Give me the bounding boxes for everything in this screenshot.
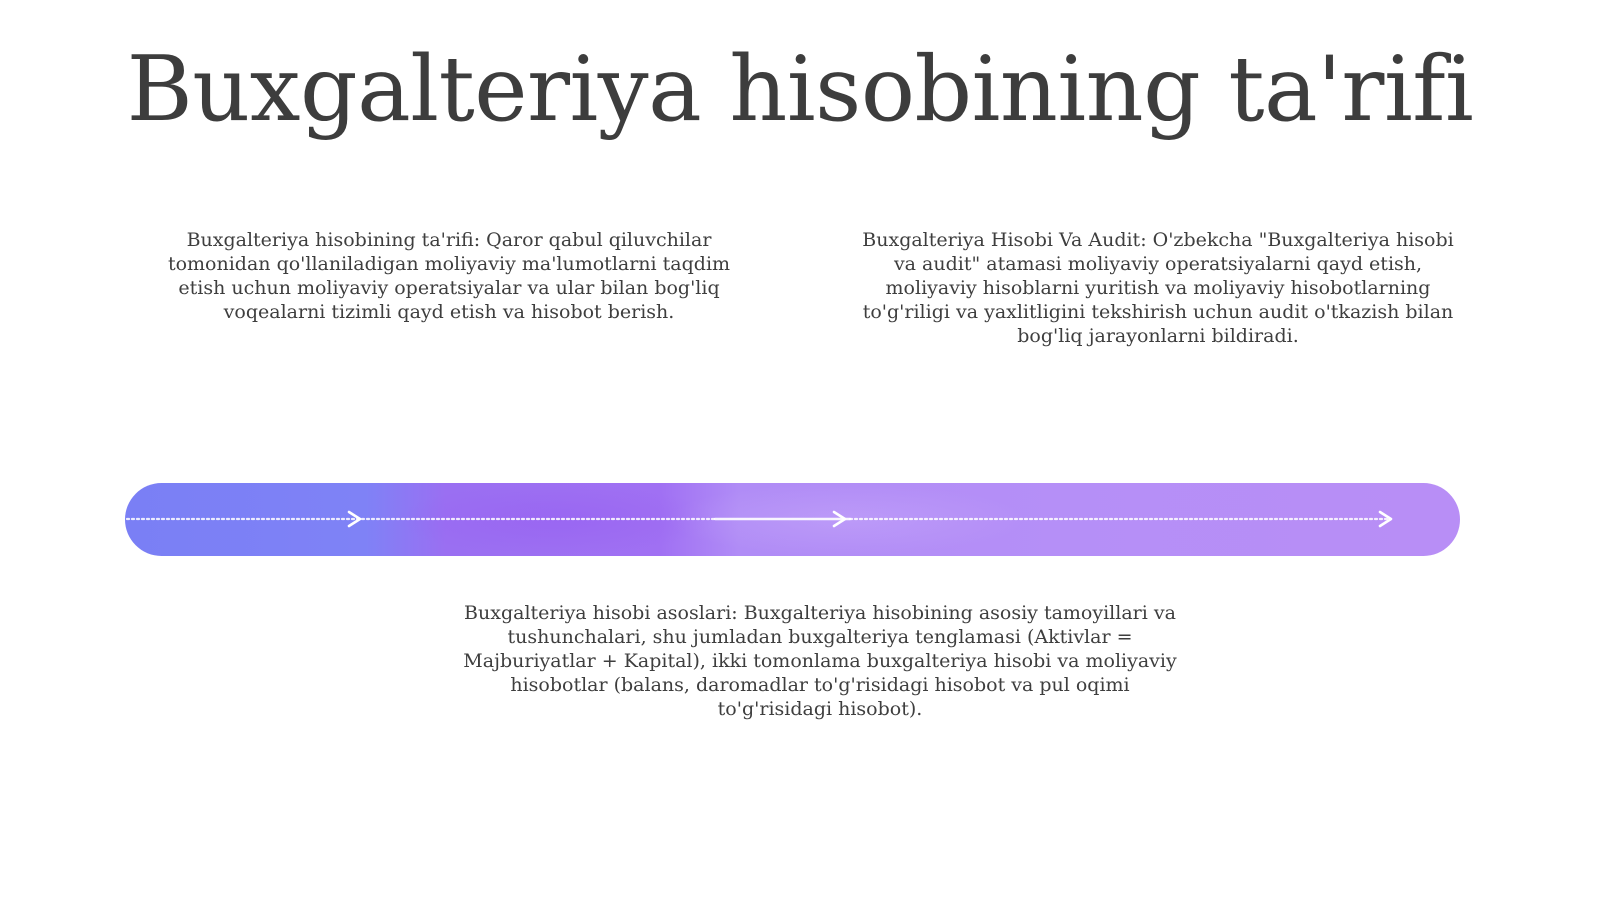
timeline-arrows xyxy=(125,483,1460,556)
page-title: Buxgalteriya hisobining ta'rifi xyxy=(126,37,1474,142)
text-block-audit: Buxgalteriya Hisobi Va Audit: O'zbekcha "Buxgalteriya hisobi va audit" atamasi moliyaviy operatsiyalarni qayd etish, moliyaviy hisoblarni yuritish va moliyaviy hisobotlarning to'g'riligi va yaxlitligini tekshirish uchun audit o'tkazish bilan bog'liq jarayonlarni bildiradi. xyxy=(862,229,1454,347)
timeline-bar xyxy=(125,483,1460,556)
text-block-definition: Buxgalteriya hisobining ta'rifi: Qaror qabul qiluvchilar tomonidan qo'llaniladigan moliyaviy ma'lumotlarni taqdim etish uchun moliyaviy operatsiyalar va ular bilan bog'liq voqealarni tizimli qayd etish va hisobot berish. xyxy=(167,229,731,323)
text-block-fundamentals: Buxgalteriya hisobi asoslari: Buxgalteriya hisobining asosiy tamoyillari va tushunchalari, shu jumladan buxgalteriya tenglamasi (Aktivlar = Majburiyatlar + Kapital), ikki tomonlama buxgalteriya hisobi va moliyaviy hisobotlar (balans, daromadlar to'g'risidagi hisobot va pul oqimi to'g'risidagi hisobot). xyxy=(463,602,1177,720)
